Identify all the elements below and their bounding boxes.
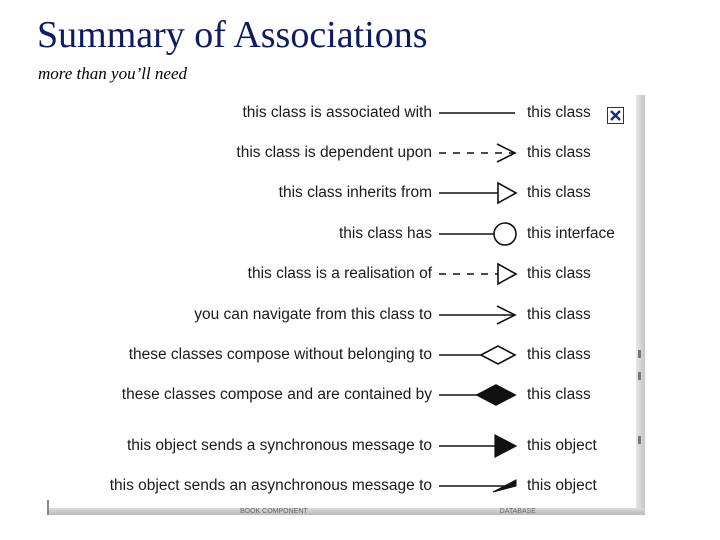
- row-target: this class: [527, 265, 591, 282]
- navigation-arrow-icon: [437, 300, 527, 330]
- row-target: this object: [527, 477, 597, 494]
- row-label: this class is dependent upon: [236, 144, 432, 161]
- association-line-icon: [437, 98, 527, 128]
- row-label: you can navigate from this class to: [194, 306, 432, 323]
- edge-glyph-fragments: [636, 348, 644, 448]
- close-button[interactable]: [607, 107, 624, 124]
- row-target: this class: [527, 386, 591, 403]
- row-target: this class: [527, 104, 591, 121]
- synchronous-message-arrow-icon: [437, 431, 527, 461]
- panel-left-edge: [47, 500, 49, 515]
- row-label: these classes compose without belonging to: [128, 346, 432, 363]
- slide-title: Summary of Associations: [37, 14, 428, 56]
- legend-row-aggregation: [0, 340, 720, 370]
- legend-row-synchronous-message: [0, 431, 720, 461]
- background-scraps: [240, 508, 720, 515]
- inheritance-arrow-icon: [437, 178, 527, 208]
- row-label: this class is a realisation of: [247, 265, 432, 282]
- realisation-arrow-icon: [437, 259, 527, 289]
- row-label: this class has: [338, 225, 432, 242]
- row-label: this object sends an asynchronous message to: [109, 477, 432, 494]
- interface-lollipop-icon: [437, 219, 527, 249]
- legend-row-navigation: [0, 300, 720, 330]
- legend-row-realisation: [0, 259, 720, 289]
- legend-row-composition: [0, 380, 720, 410]
- legend-row-asynchronous-message: [0, 471, 720, 501]
- background-text-left: BOOK COMPONENT: [240, 508, 308, 515]
- row-target: this interface: [527, 225, 615, 242]
- legend-row-interface: [0, 219, 720, 249]
- row-target: this class: [527, 184, 591, 201]
- row-target: this object: [527, 437, 597, 454]
- row-label: this object sends a synchronous message to: [126, 437, 432, 454]
- row-target: this class: [527, 144, 591, 161]
- background-text-right: DATABASE: [499, 508, 536, 515]
- legend-row-inheritance: [0, 178, 720, 208]
- slide-subtitle: more than you’ll need: [38, 64, 188, 83]
- composition-diamond-icon: [437, 380, 527, 410]
- row-target: this class: [527, 346, 591, 363]
- row-target: this class: [527, 306, 591, 323]
- asynchronous-message-arrow-icon: [437, 471, 527, 501]
- row-label: this class inherits from: [278, 184, 432, 201]
- row-label: these classes compose and are contained by: [121, 386, 432, 403]
- aggregation-diamond-icon: [437, 340, 527, 370]
- row-label: this class is associated with: [242, 104, 432, 121]
- legend-row-dependency: [0, 138, 720, 168]
- dependency-arrow-icon: [437, 138, 527, 168]
- close-icon: [608, 108, 623, 123]
